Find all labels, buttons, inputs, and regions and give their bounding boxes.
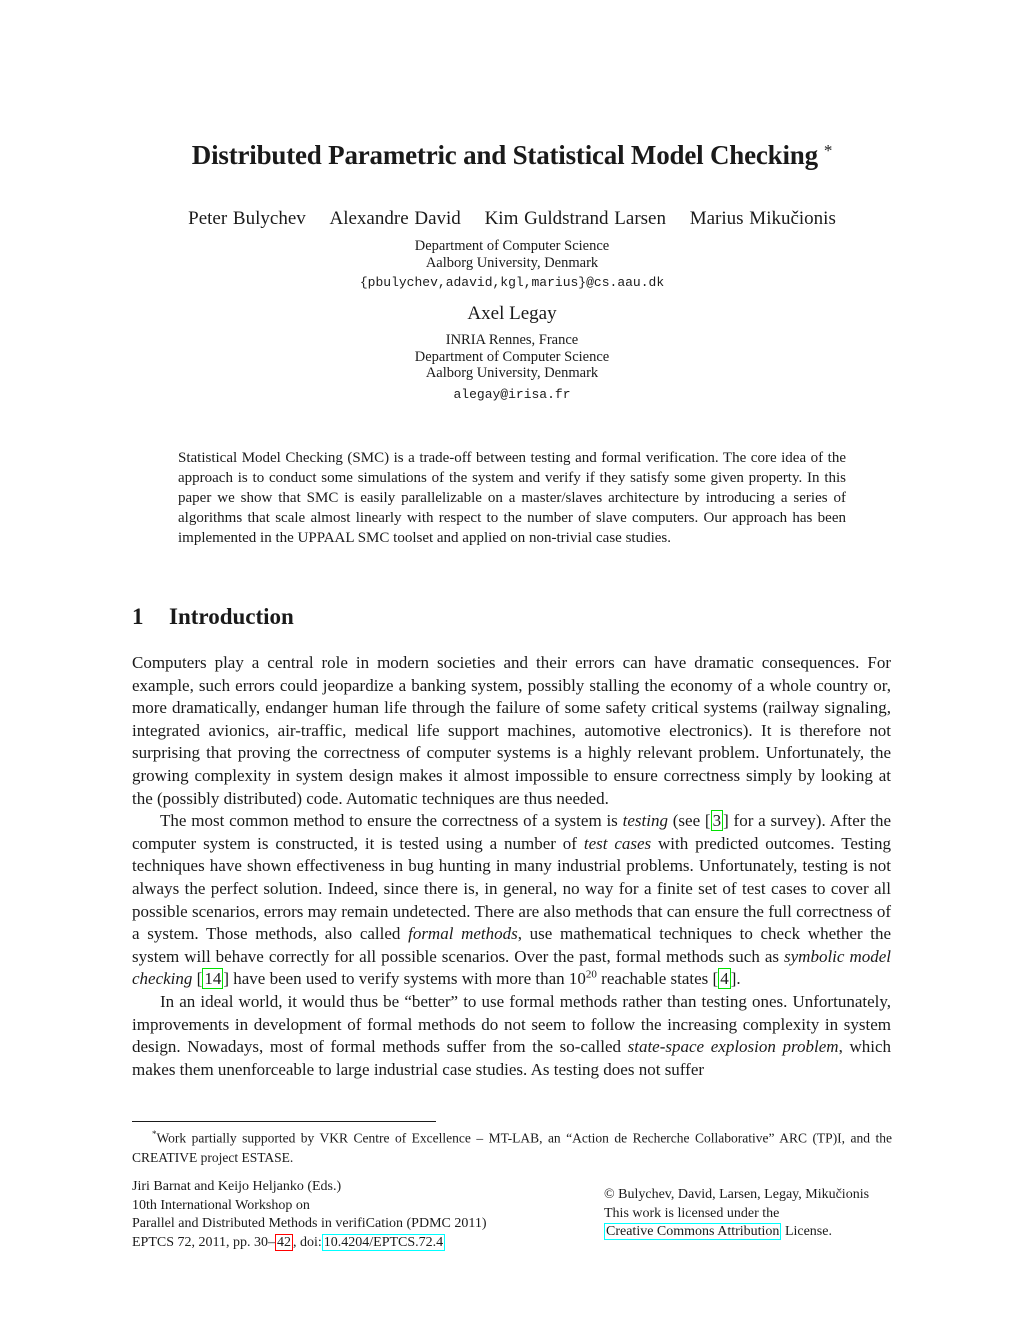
- footnote: *Work partially supported by VKR Centre of Excellence – MT-LAB, an “Action de Recherche Collaborative” ARC (TP)I, and the CREATIVE project ESTASE.: [132, 1129, 892, 1165]
- author-emails: {pbulychev,adavid,kgl,marius}@cs.aau.dk: [359, 275, 665, 290]
- paragraph: The most common method to ensure the correctness of a system is testing (see [ 3 ] for a survey). After the computer system is constructed, it is tested using a number of test cases with predicted outcomes. Testing techniques have shown effectiveness in bug hunting in many industrial problems. Unfortunately, testing is not always the perfect solution. Indeed, since there is, in general, no way for a finite set of test cases to cover all possible scenarios, errors may remain undetected. There are also methods that can ensure the full correctness of a system. Those methods, also called formal methods, use mathematical techniques to check whether the system will behave correctly for all possible scenarios. Over the past, formal methods such as symbolic model checking [ 14 ] have been used to verify systems with more than $10^{20}$ reachable states [ 4 ].: [132, 811, 892, 989]
- section-number: 1: [132, 604, 144, 629]
- author-list: [0, 208, 1024, 230]
- footnote-rule: [132, 1121, 436, 1122]
- affiliation-block-1: [0, 238, 1024, 292]
- author-email: alegay@irisa.fr: [453, 386, 571, 402]
- affiliation-inst: INRIA Rennes, France: [445, 332, 579, 348]
- exponent: 20: [585, 968, 597, 981]
- author-name: Alexandre David: [329, 208, 461, 229]
- paragraph: Computers play a central role in modern societies and their errors can have dramatic consequences. For example, such errors could jeopardize a banking system, possibly stalling the economy of a whole country or, more dramatically, endanger human life through the failure of some safety critical systems (railway signaling, integrated avionics, air-traffic, medical life support machines, automotive electronics). It is therefore not surprising that proving the correctness of computer systems is a highly relevant problem. Unfortunately, the growing complexity in system design makes it almost impossible to ensure correctness simply by looking at the (possibly distributed) code. Automatic techniques are thus needed.: [132, 653, 891, 808]
- title-footnote-mark: *: [823, 141, 833, 160]
- paragraph: In an ideal world, it would thus be “better” to use formal methods rather than testing ones. Unfortunately, improvements in development of formal methods do not seem to follow the increasing complexity in system design. Nowadays, most of formal methods suffer from the so-called state-space explosion problem, which makes them unenforceable to large industrial case studies. As testing does not suffer: [132, 991, 891, 1079]
- doi-link[interactable]: 10.4204/EPTCS.72.4: [323, 1234, 444, 1250]
- citation-link[interactable]: 14: [204, 969, 222, 989]
- citation-link[interactable]: 4: [720, 969, 729, 989]
- page-end-link[interactable]: 42: [277, 1234, 291, 1250]
- affiliation-univ: Aalborg University, Denmark: [425, 365, 599, 381]
- footnote-mark: *: [152, 1129, 157, 1139]
- author-name-legay: Axel Legay: [467, 303, 557, 324]
- citation-link[interactable]: 3: [712, 811, 722, 831]
- proceedings-info: Jiri Barnat and Keijo Heljanko (Eds.) 10th International Workshop on Parallel and Distributed Methods in verifiCation (PDMC 2011) EPTCS 72, 2011, pp. 30– 42 , doi: 10.4204/EPTCS.72.4: [132, 1179, 487, 1250]
- affiliation-dept: Department of Computer Science: [414, 348, 610, 365]
- body-text: [132, 652, 891, 1081]
- license-link[interactable]: Creative Commons Attribution: [606, 1224, 780, 1239]
- section-heading: [132, 604, 294, 630]
- section-title: Introduction: [169, 604, 294, 629]
- affiliation-dept: Department of Computer Science: [414, 238, 610, 254]
- paper-title: Distributed Parametric and Statistical Model Checking *: [191, 140, 833, 170]
- affiliation-block-2: [0, 332, 1024, 403]
- abstract: Statistical Model Checking (SMC) is a trade-off between testing and formal verification. The core idea of the approach is to conduct some simulations of the system and verify if they satisfy some given property. In this paper we show that SMC is easily parallelizable on a master/slaves architecture by introducing a series of algorithms that scale almost linearly with respect to the number of slave computers. Our approach has been implemented in the UPPAAL SMC toolset and applied on non-trivial case studies.: [178, 450, 846, 546]
- author-name: Marius Mikučionis: [689, 208, 836, 229]
- author-name: Peter Bulychev: [188, 208, 306, 229]
- author-name: Kim Guldstrand Larsen: [484, 208, 666, 229]
- affiliation-univ: Aalborg University, Denmark: [425, 254, 599, 271]
- license-info: © Bulychev, David, Larsen, Legay, Mikučionis This work is licensed under the Creative Commons Attribution License.: [604, 1187, 870, 1239]
